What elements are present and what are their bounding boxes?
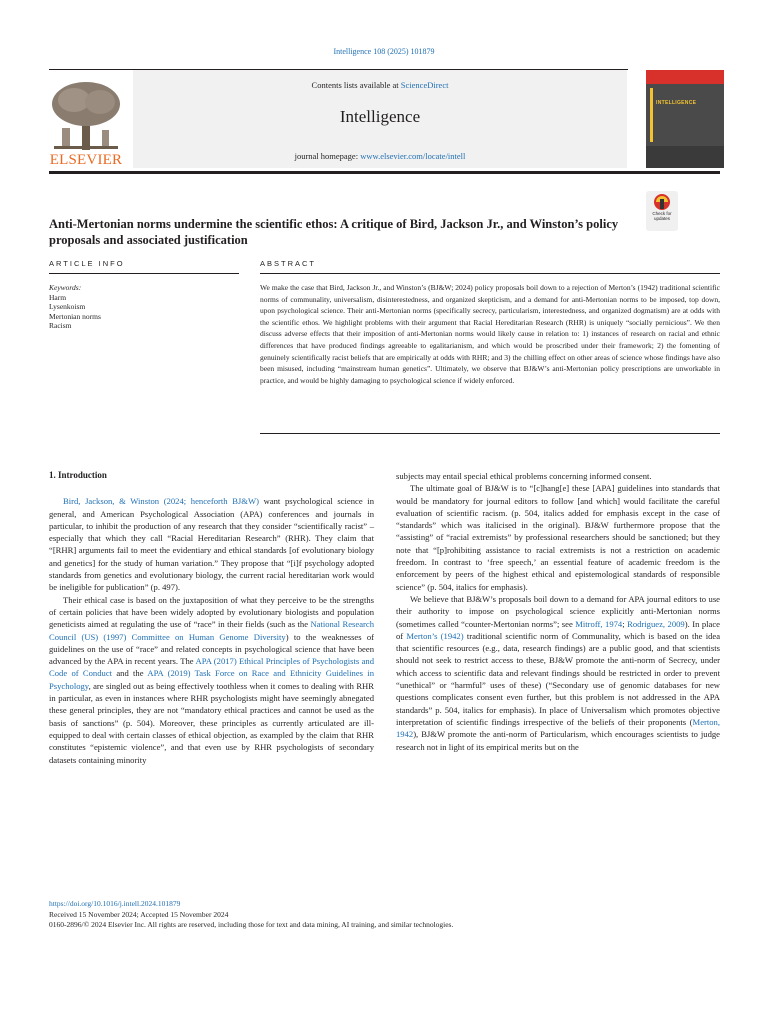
intro-paragraph-2 [49,594,374,766]
paragraph-text: and the [112,668,148,679]
doi-link[interactable]: https://doi.org/10.1016/j.intell.2024.101879 [49,899,181,908]
cover-title: INTELLIGENCE [656,100,697,106]
publisher-name: ELSEVIER [49,152,123,168]
paragraph-text: ). In place of [396,618,720,641]
homepage-link[interactable]: www.elsevier.com/locate/intell [360,151,466,161]
cover-lower-band [646,146,724,168]
homepage-prefix: journal homepage: [294,151,361,161]
paragraph-text: ), BJ&W promote the anti-norm of Particularism, which encourages scientists to judge research not in light of its empirical merits but on the [396,729,720,752]
article-footer [49,899,729,931]
keywords-label: Keywords: [49,283,82,292]
ref-link-mitroff-1974[interactable]: Mitroff, 1974 [575,618,623,629]
received-dates: Received 15 November 2024; Accepted 15 November 2024 [49,909,229,919]
intro-paragraph-1 [49,495,374,593]
paragraph-text: traditional scientific norm of Communality, which is based on the idea that scientific resources (e.g., data, research findings) are a public good, and that scientists should not seek to restrict access to these, BJ&W promote the anti-norm of Secrecy, under which access to scientific data and relevant findings should be restricted in order to prevent “unethical” or “harmful” uses of these) (“Secondary use of genomic databases for new questions complicates consent even further, but this problem is not addressed in the APA standards” p. 504, italics for emphasis). In place of Universalism which promotes objective interpretation of scientific findings irrespective of the beliefs of their proponents ( [396,630,721,727]
paragraph-ultimate-goal: The ultimate goal of BJ&W is to “[c]hang[e] these [APA] guidelines into standards that would be mandatory for journal editors to follow [and which] would facilitate the careful evaluation of scientific racism. (p. 504, italics added for emphasis except in the case of “standards” which was italicised in the original). BJ&W furthermore propose that the “assisting” of “racial extremists” by professional researchers should be sanctioned; but they note that “[p]rohibiting assistance to racial extremists is not a restriction on academic freedom. In contrast to ‘free speech,’ an essential feature of academic freedom is the enforcement by peers of the highest ethical and epistemological standards of responsible science” (p. 504, italics for emphasis). [396,483,720,592]
cover-yellow-bar [650,88,653,142]
journal-title: Intelligence [339,107,421,126]
paragraph-anti-mertonian [396,593,720,753]
contents-prefix: Contents lists available at [311,80,401,90]
continued-paragraph: subjects may entail special ethical problems concerning informed consent. [396,471,652,481]
running-header[interactable]: Intelligence 108 (2025) 101879 [333,47,435,56]
ref-link-merton-1942b[interactable]: Merton, 1942 [396,716,720,740]
ref-link-apa-2019[interactable]: APA (2019) Task Force on Race and Ethnicity Guidelines in Psychology [49,668,374,691]
homepage-line [133,151,627,161]
keyword-item: Mertonian norms [49,311,101,321]
ref-link-nrc-1997[interactable]: National Research Council (US) (1997) Committee on Human Genome Diversity [49,619,374,642]
body-column-right [396,470,720,753]
sciencedirect-link[interactable]: ScienceDirect [400,80,449,90]
abstract-label: ABSTRACT [260,259,317,268]
cover-red-band [646,70,724,84]
ref-link-merton-1942[interactable]: Merton’s (1942) [406,630,464,641]
section-heading-introduction: 1. Introduction [49,470,107,480]
paragraph-text: Their ethical case is based on the juxtaposition of what they perceive to be the strengths of certain policies that have been widely adopted by evolutionary biologists and population geneticists aimed at regulating the use of “race” in their fields (such as the [49,594,374,630]
ref-link-rodriguez-2009[interactable]: Rodriguez, 2009 [627,618,685,629]
abstract-text: We make the case that Bird, Jackson Jr., and Winston’s (BJ&W; 2024) policy proposals boil down to a rejection of Merton’s (1942) traditional scientific norms of communality, universalism, disinterestedness, and organized skepticism, and a demand for anti-Mertonian norms to be imposed, top down, upon psychological science. Their anti-Mertonian norms (specifically secrecy, particularism, interestedness, and organized dogmatism) are at odds with the scientific ethos. We highlight problems with their argument that Racial Hereditarian Research (RHR) is uniquely “socially pernicious”. We then discuss adverse effects that their imposition of anti-Mertonian norms would likely cause in relation to: 1) instances of research on racial and ethnic differences that have produced findings agreeable to egalitarianism, and which would be proscribed under their framework; 2) the fomenting of genuinely scientifically racist beliefs that are empirically at odds with RHR; and 3) the chilling effect on other areas of science whose findings have also been misused, including “mainstream human genetics”. Ultimately, we observe that BJ&W’s anti-Mertonian policy prescriptions are unworkable in practice, and would be highly damaging to psychological science if widely enforced. [260,283,720,385]
journal-cover-image[interactable] [646,70,724,168]
check-updates-label[interactable]: Check for updates [652,211,672,221]
keyword-item: Harm [49,292,67,302]
body-column-left [49,469,374,766]
contents-line [133,80,627,90]
ref-link-bird-2024[interactable]: Bird, Jackson, & Winston (2024; henceforth BJ&W) [63,496,259,507]
abstract-rule [260,273,720,274]
paragraph-text: want psychological science in general, and American Psychological Association (APA) conferences and journals in particular, to inhibit the production of any research that they consider “scientifically racist” – especially that which they call “Racial Hereditarian Research” (RHR). They claim that “[RHR] arguments fail to meet the evidentiary and ethical standards [of evolutionary biology and genetics] for the study of human variation.” They propose that “[i]f psychology adopted standards from genetics and evolutionary biology, the current racial hereditarian work would be ineligible for publication” (p. 497). [49,496,374,593]
paragraph-text: , are singled out as being effectively toothless when it comes to dealing with RHR in particular, as even in instances where RHR psychologists might have seemingly abnegated these general principles, they are not “mandatory ethical practices and cannot be used as the basis of sanctions” (p. 504). Moreover, these principles as currently articulated are ill-equipped to deal with certain classes of ethical objection, as exampled by the claim that RHR constitutes “epistemic violence”, and that even use by RHR psychologists of secondary datasets containing minority [49,680,374,765]
abstract-bottom-rule [260,433,720,434]
ref-separator: ; [622,618,628,629]
paragraph-text: We believe that BJ&W’s proposals boil down to a demand for APA journal editors to use their authority to impose on psychological science explicitly anti-Mertonian norms (sometimes called “counter-Mertonian norms”; see [396,593,720,629]
keywords-list [49,283,229,331]
article-info-rule [49,273,239,274]
article-title: Anti-Mertonian norms undermine the scientific ethos: A critique of Bird, Jackson Jr., and Winston’s policy proposals and associated justification [49,217,619,247]
keyword-item: Lysenkoism [49,302,86,312]
header-thick-rule [49,171,720,174]
keyword-item: Racism [49,321,72,331]
ref-link-apa-2017[interactable]: APA (2017) Ethical Principles of Psychologists and Code of Conduct [49,656,374,679]
article-info-label: ARTICLE INFO [49,259,125,268]
paragraph-text: ) to the weaknesses of guidelines on the use of “race” and related concepts in psychological science that have been advanced by the APA in recent years. The [49,631,374,667]
copyright-notice: 0160-2896/© 2024 Elsevier Inc. All rights are reserved, including those for text and data mining, AI training, and similar technologies. [49,920,454,929]
